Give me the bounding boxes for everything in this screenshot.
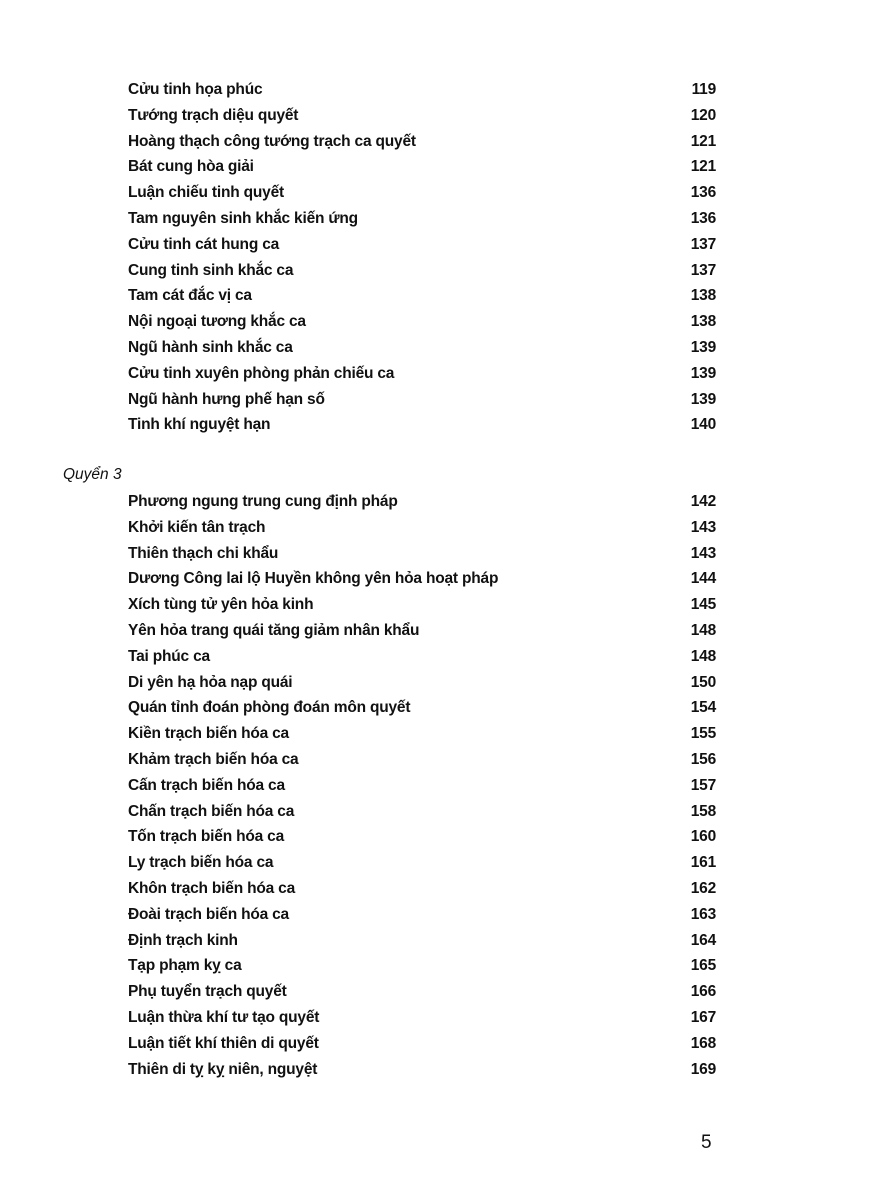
toc-entry-title: Cửu tinh họa phúc [128,81,263,98]
toc-entry-title: Luận chiếu tinh quyết [128,184,284,202]
toc-entry-title: Dương Công lai lộ Huyền không yên hỏa hoạt pháp [128,570,499,588]
toc-entry [128,541,716,567]
toc-entry [128,979,716,1005]
toc-entry-title: Quán tỉnh đoán phòng đoán môn quyết [128,699,411,717]
toc-entry-title: Tướng trạch diệu quyết [128,106,299,124]
toc-entry-page: 166 [690,983,716,1001]
toc-entry-page: 154 [690,699,716,717]
toc-entry-page: 119 [691,81,716,98]
toc-section-quyen-3 [128,489,716,1082]
toc-entry [128,489,716,515]
toc-entry-page: 143 [690,544,716,562]
toc-entry-title: Cấn trạch biến hóa ca [128,776,285,794]
toc-entry-title: Ly trạch biến hóa ca [128,854,274,872]
toc-entry-title: Ngũ hành hưng phế hạn số [128,390,325,408]
toc-entry-title: Tai phúc ca [128,647,210,665]
toc-entry [128,773,716,799]
toc-entry-title: Tam cát đắc vị ca [128,287,252,305]
toc-entry [128,824,716,850]
toc-entry-page: 121 [690,158,716,176]
toc-entry-page: 140 [690,416,716,434]
toc-entry [128,644,716,670]
toc-entry [128,721,716,747]
toc-entry-title: Khởi kiến tân trạch [128,518,266,536]
toc-entry [128,928,716,954]
toc-entry-title: Cửu tinh xuyên phòng phản chiếu ca [128,364,395,382]
toc-entry [128,335,716,361]
toc-entry-title: Phụ tuyển trạch quyết [128,983,287,1001]
toc-entry-page: 139 [690,390,716,408]
toc-entry-page: 138 [690,287,716,305]
toc-entry-page: 162 [690,879,716,897]
toc-entry-title: Xích tùng tử yên hỏa kinh [128,596,314,614]
toc-entry-page: 139 [690,338,716,356]
toc-entry [128,361,716,387]
toc-entry-title: Khôn trạch biến hóa ca [128,879,295,897]
toc-entry-page: 136 [690,209,716,227]
toc-entry-page: 167 [690,1008,716,1026]
toc-entry-title: Tinh khí nguyệt hạn [128,416,271,434]
toc-entry-title: Di yên hạ hỏa nạp quái [128,673,293,691]
toc-entry-page: 160 [690,828,716,846]
toc-entry-page: 150 [690,673,716,691]
toc-entry-page: 155 [690,725,716,743]
toc-entry-title: Thiên thạch chi khẩu [128,544,279,562]
toc-entry-page: 148 [690,621,716,639]
toc-entry-page: 163 [690,905,716,923]
toc-entry [128,258,716,284]
toc-entry [128,566,716,592]
toc-entry-title: Tốn trạch biến hóa ca [128,828,284,846]
toc-entry [128,412,716,438]
toc-entry-title: Tam nguyên sinh khắc kiến ứng [128,209,358,227]
toc-entry-title: Kiền trạch biến hóa ca [128,725,289,743]
toc-entry-title: Ngũ hành sinh khắc ca [128,338,293,356]
toc-entry-title: Cửu tinh cát hung ca [128,235,280,253]
toc-entry-title: Luận tiết khí thiên di quyết [128,1034,319,1052]
toc-entry [128,283,716,309]
toc-entry-page: 165 [690,957,716,975]
toc-entry [128,206,716,232]
toc-entry [128,1057,716,1083]
toc-entry [128,515,716,541]
toc-entry-title: Hoàng thạch công tướng trạch ca quyết [128,132,416,150]
toc-entry-page: 156 [690,750,716,768]
toc-entry [128,103,716,129]
toc-entry-page: 169 [690,1060,716,1078]
toc-entry [128,180,716,206]
toc-entry-page: 138 [690,313,716,331]
toc-entry-page: 145 [690,596,716,614]
toc-entry-title: Tạp phạm kỵ ca [128,957,242,975]
toc-section-continued [128,77,716,438]
toc-entry-title: Định trạch kinh [128,931,238,949]
toc-entry-title: Phương ngung trung cung định pháp [128,493,398,510]
toc-entry [128,618,716,644]
toc-entry [128,799,716,825]
toc-entry-page: 148 [690,647,716,665]
toc-entry [128,309,716,335]
toc-entry-title: Cung tinh sinh khắc ca [128,261,294,279]
toc-entry-title: Khảm trạch biến hóa ca [128,750,299,768]
toc-entry [128,77,716,103]
toc-entry [128,154,716,180]
toc-entry [128,902,716,928]
toc-entry-page: 139 [690,364,716,382]
toc-entry [128,232,716,258]
toc-entry-title: Yên hỏa trang quái tăng giảm nhân khẩu [128,621,420,639]
toc-entry-title: Luận thừa khí tư tạo quyết [128,1008,320,1026]
toc-entry [128,670,716,696]
toc-entry-page: 137 [690,235,716,253]
toc-entry-title: Bát cung hòa giải [128,158,254,176]
toc-entry [128,129,716,155]
toc-entry [128,1005,716,1031]
toc-entry-page: 157 [690,776,716,794]
toc-entry-title: Nội ngoại tương khắc ca [128,313,306,331]
toc-entry [128,953,716,979]
toc-entry-page: 142 [690,493,716,510]
toc-entry [128,747,716,773]
toc-entry-page: 164 [690,931,716,949]
toc-entry [128,695,716,721]
toc-entry-page: 158 [690,802,716,820]
section-heading: Quyển 3 [63,466,122,483]
toc-entry-page: 120 [690,106,716,124]
toc-entry-page: 136 [690,184,716,202]
toc-entry [128,387,716,413]
toc-entry-page: 168 [690,1034,716,1052]
toc-entry [128,876,716,902]
toc-entry [128,850,716,876]
toc-entry [128,1031,716,1057]
toc-entry-title: Thiên di tỵ kỵ niên, nguyệt [128,1060,318,1078]
page-number: 5 [701,1132,712,1153]
toc-entry-page: 137 [690,261,716,279]
toc-entry [128,592,716,618]
toc-entry-title: Chấn trạch biến hóa ca [128,802,295,820]
toc-entry-page: 143 [690,518,716,536]
toc-entry-page: 144 [690,570,716,588]
toc-entry-page: 161 [690,854,716,872]
toc-entry-title: Đoài trạch biến hóa ca [128,905,289,923]
toc-entry-page: 121 [690,132,716,150]
